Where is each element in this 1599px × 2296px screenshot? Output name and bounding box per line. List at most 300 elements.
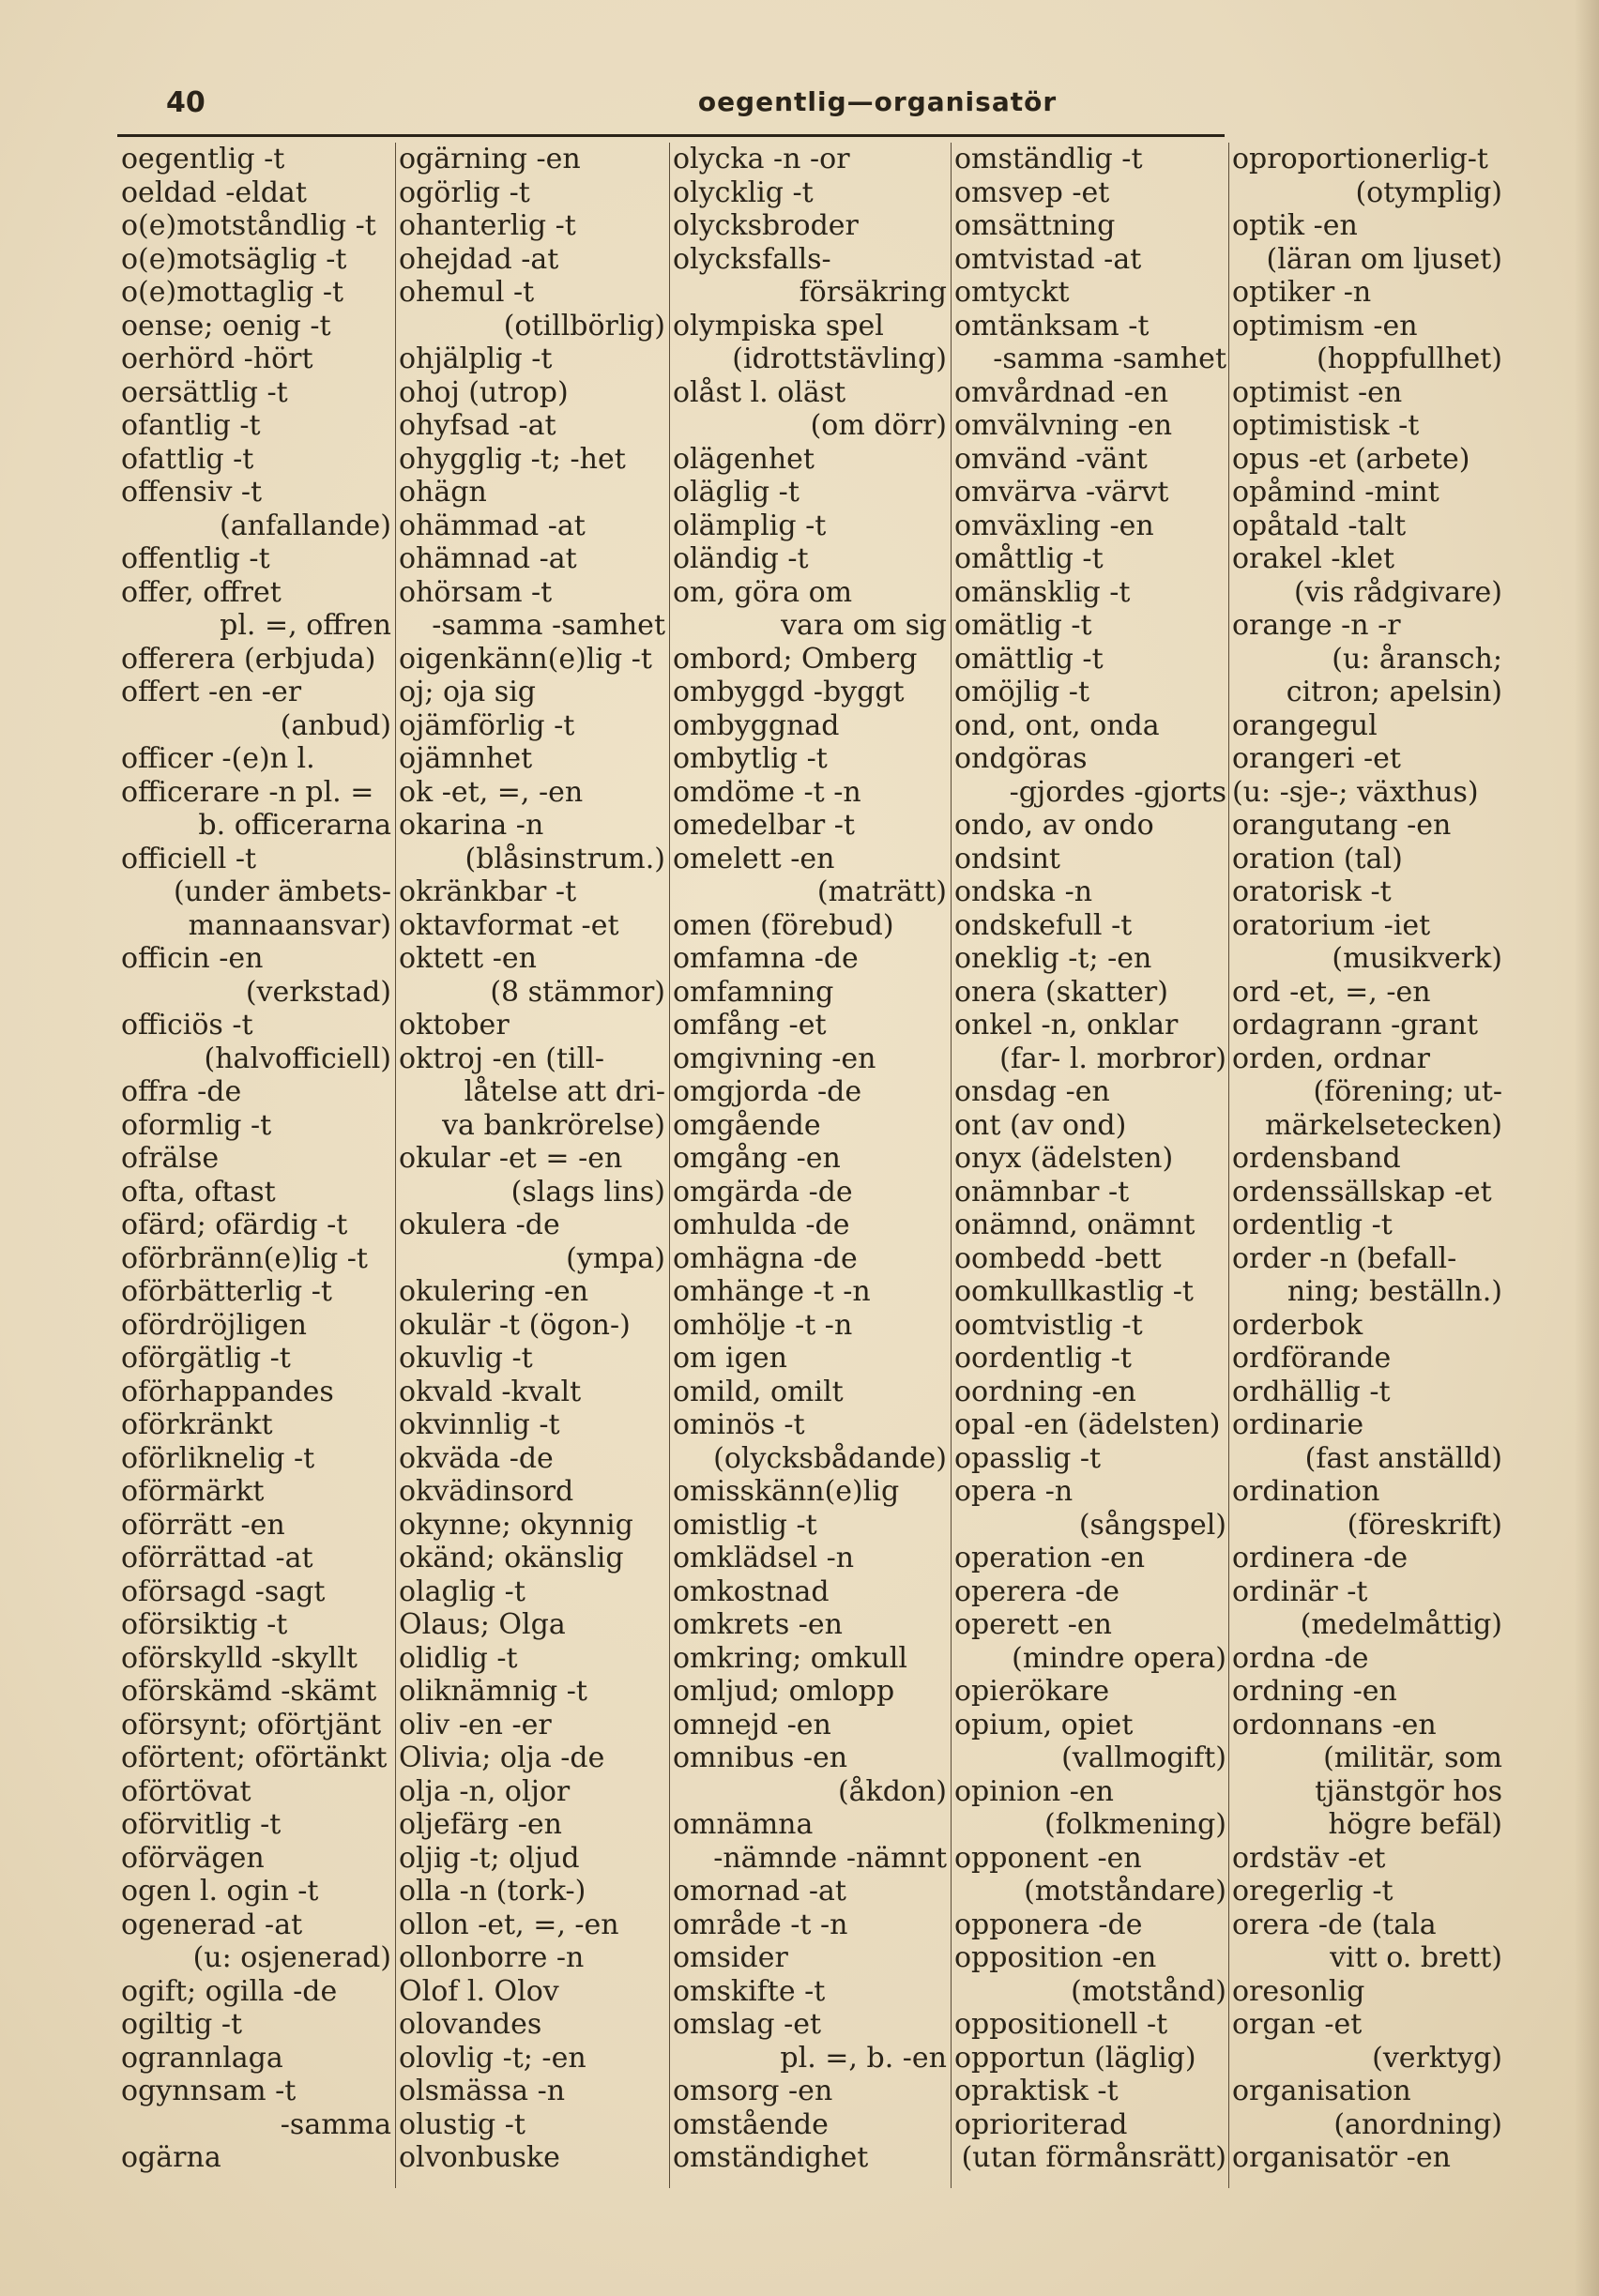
dictionary-entry: offerera (erbjuda) <box>121 642 376 676</box>
dictionary-entry: olåst l. oläst <box>673 375 846 409</box>
dictionary-entry: (läran om ljuset) <box>1266 242 1502 276</box>
dictionary-entry: oförbätterlig -t <box>121 1275 332 1308</box>
page-edge-shadow <box>1575 0 1599 2296</box>
dictionary-entry: (maträtt) <box>816 875 947 908</box>
dictionary-entry: omsvep -et <box>954 175 1110 209</box>
dictionary-entry: ordagrann -grant <box>1232 1009 1479 1042</box>
dictionary-entry: ordna -de <box>1232 1641 1369 1675</box>
dictionary-entry: oktett -en <box>399 942 537 975</box>
dictionary-entry: omskifte -t <box>673 1974 826 2008</box>
dictionary-entry: oläglig -t <box>673 476 800 509</box>
dictionary-entry: oförrätt -en <box>121 1508 285 1542</box>
dictionary-entry: (förening; ut- <box>1313 1075 1502 1108</box>
dictionary-entry: ombyggnad <box>673 708 840 742</box>
dictionary-entry: oordentlig -t <box>954 1342 1132 1375</box>
dictionary-entry: operett -en <box>954 1608 1112 1641</box>
column-2 <box>399 143 665 2188</box>
dictionary-entry: omfamna -de <box>673 942 859 975</box>
dictionary-entry: (blåsinstrum.) <box>464 842 665 875</box>
dictionary-entry: offra -de <box>121 1075 242 1108</box>
dictionary-entry: olaglig -t <box>399 1574 525 1608</box>
dictionary-entry: omvänd -vänt <box>954 442 1148 476</box>
dictionary-entry: ogärna <box>121 2141 221 2174</box>
dictionary-entry: oförbränn(e)lig -t <box>121 1241 368 1275</box>
dictionary-entry: orangutang -en <box>1232 809 1452 842</box>
dictionary-entry: omättlig -t <box>954 642 1104 676</box>
dictionary-entry: ohygglig -t; -het <box>399 442 626 476</box>
dictionary-entry: ond, ont, onda <box>954 708 1160 742</box>
dictionary-entry: omgående <box>673 1108 821 1142</box>
dictionary-entry: opium, opiet <box>954 1708 1134 1741</box>
dictionary-entry: ogen l. ogin -t <box>121 1875 319 1908</box>
dictionary-entry: opponera -de <box>954 1908 1143 1941</box>
dictionary-entry: oktavformat -et <box>399 908 619 942</box>
dictionary-entry: tjänstgör hos <box>1315 1774 1502 1808</box>
dictionary-entry: oförskämd -skämt <box>121 1675 377 1708</box>
dictionary-entry: oprioriterad <box>954 2107 1128 2141</box>
dictionary-entry: omvårdnad -en <box>954 375 1169 409</box>
dictionary-entry: oproportionerlig-t <box>1232 143 1488 175</box>
dictionary-entry: onämnd, onämnt <box>954 1209 1195 1241</box>
dictionary-entry: ollon -et, =, -en <box>399 1908 619 1941</box>
header-rule <box>117 134 1225 137</box>
dictionary-entry: omisskänn(e)lig <box>673 1475 900 1508</box>
word-columns <box>117 143 1504 2188</box>
dictionary-entry: vitt o. brett) <box>1330 1941 1502 1974</box>
dictionary-entry: o(e)motsäglig -t <box>121 242 347 276</box>
dictionary-entry: (under ämbets- <box>173 875 391 908</box>
dictionary-entry: omsättning <box>954 209 1116 242</box>
dictionary-entry: optik -en <box>1232 209 1358 242</box>
dictionary-entry: oeldad -eldat <box>121 175 307 209</box>
dictionary-entry: (åkdon) <box>837 1774 947 1808</box>
dictionary-entry: offentlig -t <box>121 542 270 575</box>
dictionary-entry: (anordning) <box>1333 2107 1502 2141</box>
dictionary-entry: ombord; Omberg <box>673 642 918 676</box>
dictionary-entry: oersättlig -t <box>121 375 288 409</box>
dictionary-entry: olidlig -t <box>399 1641 518 1675</box>
dictionary-entry: ogärning -en <box>399 143 581 175</box>
dictionary-entry: ordination <box>1232 1475 1380 1508</box>
dictionary-entry: ombyggd -byggt <box>673 676 905 708</box>
dictionary-entry: (u: åransch; <box>1332 642 1502 676</box>
dictionary-entry: offer, offret <box>121 575 282 609</box>
dictionary-entry: olovlig -t; -en <box>399 2041 586 2075</box>
dictionary-entry: omnämna <box>673 1808 814 1841</box>
dictionary-entry: (folkmening) <box>1044 1808 1226 1841</box>
dictionary-entry: olla -n (tork-) <box>399 1875 586 1908</box>
dictionary-entry: okarina -n <box>399 809 544 842</box>
page-number: 40 <box>166 86 206 119</box>
dictionary-entry: omvälvning -en <box>954 409 1173 442</box>
dictionary-entry: b. officerarna <box>198 809 391 842</box>
dictionary-entry: ordonnans -en <box>1232 1708 1437 1741</box>
dictionary-entry: opåtald -talt <box>1232 509 1407 542</box>
dictionary-entry: (ympa) <box>566 1241 665 1275</box>
dictionary-entry: oktober <box>399 1009 510 1042</box>
dictionary-entry: ogiltig -t <box>121 2008 243 2041</box>
dictionary-entry: ohämnad -at <box>399 542 577 575</box>
dictionary-entry: ondo, av ondo <box>954 809 1154 842</box>
dictionary-entry: opportun (läglig) <box>954 2041 1196 2075</box>
dictionary-entry: (hoppfullhet) <box>1317 342 1502 375</box>
dictionary-entry: omsider <box>673 1941 788 1974</box>
dictionary-entry: okulering -en <box>399 1275 589 1308</box>
dictionary-entry: omslag -et <box>673 2008 822 2041</box>
dictionary-entry: ogrannlaga <box>121 2041 283 2075</box>
dictionary-entry: olycka -n -or <box>673 143 850 175</box>
dictionary-entry: oomkullkastlig -t <box>954 1275 1194 1308</box>
dictionary-entry: ordensband <box>1232 1142 1401 1175</box>
dictionary-entry: låtelse att dri- <box>464 1075 665 1108</box>
dictionary-entry: omätlig -t <box>954 609 1092 642</box>
dictionary-entry: omfång -et <box>673 1009 827 1042</box>
dictionary-entry: (u: -sje-; växthus) <box>1232 775 1479 809</box>
dictionary-entry: orderbok <box>1232 1308 1363 1342</box>
dictionary-entry: opåmind -mint <box>1232 476 1439 509</box>
dictionary-entry: oerhörd -hört <box>121 342 313 375</box>
dictionary-entry: okular -et = -en <box>399 1142 623 1175</box>
dictionary-entry: optimist -en <box>1232 375 1403 409</box>
dictionary-entry: (sångspel) <box>1078 1508 1226 1542</box>
dictionary-entry: oration (tal) <box>1232 842 1403 875</box>
dictionary-entry: ordning -en <box>1232 1675 1397 1708</box>
dictionary-entry: (far- l. morbror) <box>999 1042 1226 1075</box>
dictionary-entry: officin -en <box>121 942 264 975</box>
column-3 <box>673 143 947 2188</box>
dictionary-entry: o(e)mottaglig -t <box>121 276 344 309</box>
dictionary-entry: (om dörr) <box>810 409 947 442</box>
dictionary-entry: officerare -n pl. = <box>121 775 374 809</box>
dictionary-entry: oljefärg -en <box>399 1808 562 1841</box>
dictionary-entry: orera -de (tala <box>1232 1908 1437 1941</box>
dictionary-entry: (anfallande) <box>220 509 391 542</box>
dictionary-entry: oförhappandes <box>121 1375 334 1408</box>
dictionary-entry: oförkränkt <box>121 1408 273 1441</box>
dictionary-entry: ning; beställn.) <box>1287 1275 1502 1308</box>
dictionary-entry: märkelsetecken) <box>1265 1108 1502 1142</box>
dictionary-entry: vara om sig <box>781 609 947 642</box>
dictionary-entry: okynne; okynnig <box>399 1508 633 1542</box>
dictionary-entry: omkrets -en <box>673 1608 843 1641</box>
dictionary-entry: operation -en <box>954 1542 1146 1574</box>
dictionary-entry: ofta, oftast <box>121 1175 276 1209</box>
dictionary-entry: opasslig -t <box>954 1441 1102 1475</box>
dictionary-entry: omgärda -de <box>673 1175 853 1209</box>
dictionary-entry: omistlig -t <box>673 1508 817 1542</box>
dictionary-entry: ogenerad -at <box>121 1908 303 1941</box>
dictionary-entry: oförsynt; oförtjänt <box>121 1708 382 1741</box>
dictionary-entry: ondskefull -t <box>954 908 1133 942</box>
dictionary-entry: (otymplig) <box>1355 175 1502 209</box>
dictionary-entry: opal -en (ädelsten) <box>954 1408 1221 1441</box>
dictionary-entry: okvädinsord <box>399 1475 574 1508</box>
dictionary-entry: -nämnde -nämnt <box>713 1841 947 1875</box>
dictionary-entry: orange -n -r <box>1232 609 1401 642</box>
dictionary-entry: omåttlig -t <box>954 542 1104 575</box>
dictionary-entry: -samma <box>280 2107 391 2141</box>
dictionary-entry: omedelbar -t <box>673 809 855 842</box>
dictionary-entry: olja -n, oljor <box>399 1774 571 1808</box>
dictionary-entry: omnejd -en <box>673 1708 831 1741</box>
dictionary-entry: omständighet <box>673 2141 869 2174</box>
dictionary-entry: -samma -samhet <box>993 342 1226 375</box>
dictionary-entry: ollonborre -n <box>399 1941 585 1974</box>
dictionary-entry: (verktyg) <box>1372 2041 1502 2075</box>
dictionary-entry: onkel -n, onklar <box>954 1009 1179 1042</box>
dictionary-entry: onsdag -en <box>954 1075 1110 1108</box>
dictionary-entry: olycklig -t <box>673 175 814 209</box>
dictionary-entry: omhägna -de <box>673 1241 858 1275</box>
dictionary-entry: oregerlig -t <box>1232 1875 1393 1908</box>
dictionary-entry: (8 stämmor) <box>490 975 665 1009</box>
dictionary-entry: omtyckt <box>954 276 1070 309</box>
dictionary-entry: omklädsel -n <box>673 1542 855 1574</box>
dictionary-entry: (utan förmånsrätt) <box>961 2141 1226 2174</box>
dictionary-entry: optimistisk -t <box>1232 409 1420 442</box>
dictionary-entry: oratorium -iet <box>1232 908 1431 942</box>
dictionary-entry: offensiv -t <box>121 476 263 509</box>
dictionary-entry: (musikverk) <box>1332 942 1502 975</box>
dictionary-entry: -samma -samhet <box>432 609 665 642</box>
dictionary-entry: Olivia; olja -de <box>399 1741 605 1774</box>
dictionary-entry: organ -et <box>1232 2008 1363 2041</box>
dictionary-entry: (motstånd) <box>1071 1974 1226 2008</box>
dictionary-entry: olägenhet <box>673 442 815 476</box>
dictionary-entry: mannaansvar) <box>188 908 391 942</box>
dictionary-entry: citron; apelsin) <box>1286 676 1502 708</box>
dictionary-entry: officer -(e)n l. <box>121 742 315 775</box>
dictionary-entry: okvald -kvalt <box>399 1375 582 1408</box>
dictionary-entry: oförtövat <box>121 1774 251 1808</box>
dictionary-entry: optiker -n <box>1232 276 1372 309</box>
dictionary-entry: omgång -en <box>673 1142 841 1175</box>
dictionary-entry: oförvitlig -t <box>121 1808 282 1841</box>
dictionary-entry: ordenssällskap -et <box>1232 1175 1492 1209</box>
dictionary-entry: orangeri -et <box>1232 742 1401 775</box>
dictionary-entry: ordinarie <box>1232 1408 1364 1441</box>
dictionary-entry: oformlig -t <box>121 1108 272 1142</box>
dictionary-entry: opraktisk -t <box>954 2075 1119 2107</box>
dictionary-entry: ogift; ogilla -de <box>121 1974 338 2008</box>
dictionary-entry: ohemul -t <box>399 276 535 309</box>
dictionary-entry: oförsagd -sagt <box>121 1574 326 1608</box>
dictionary-entry: (anbud) <box>280 708 391 742</box>
dictionary-entry: oppositionell -t <box>954 2008 1168 2041</box>
dictionary-entry: omkring; omkull <box>673 1641 907 1675</box>
dictionary-entry: högre befäl) <box>1328 1808 1502 1841</box>
dictionary-entry: omhölje -t -n <box>673 1308 853 1342</box>
dictionary-entry: omtvistad -at <box>954 242 1142 276</box>
dictionary-entry: omnibus -en <box>673 1741 848 1774</box>
dictionary-entry: onyx (ädelsten) <box>954 1142 1174 1175</box>
dictionary-entry: omväxling -en <box>954 509 1154 542</box>
dictionary-entry: ofantlig -t <box>121 409 261 442</box>
dictionary-entry: (föreskrift) <box>1347 1508 1502 1542</box>
dictionary-entry: område -t -n <box>673 1908 848 1941</box>
dictionary-entry: oigenkänn(e)lig -t <box>399 642 652 676</box>
dictionary-entry: ohejdad -at <box>399 242 559 276</box>
dictionary-entry: ordinera -de <box>1232 1542 1409 1574</box>
dictionary-entry: olycksfalls- <box>673 242 831 276</box>
dictionary-entry: oljig -t; oljud <box>399 1841 580 1875</box>
dictionary-entry: ohyfsad -at <box>399 409 556 442</box>
running-head: oegentlig—organisatör <box>697 86 1058 117</box>
dictionary-entry: försäkring <box>799 276 947 309</box>
dictionary-entry: Olaus; Olga <box>399 1608 566 1641</box>
dictionary-entry: orden, ordnar <box>1232 1042 1430 1075</box>
dictionary-entry: ofördröjligen <box>121 1308 307 1342</box>
dictionary-entry: optimism -en <box>1232 309 1418 342</box>
dictionary-entry: (idrottstävling) <box>732 342 947 375</box>
dictionary-entry: ojämförlig -t <box>399 708 575 742</box>
dictionary-entry: ord -et, =, -en <box>1232 975 1431 1009</box>
dictionary-entry: pl. =, b. -en <box>780 2041 947 2075</box>
dictionary-entry: o(e)motståndlig -t <box>121 209 376 242</box>
dictionary-entry: ogynnsam -t <box>121 2075 297 2107</box>
column-1 <box>121 143 391 2188</box>
dictionary-entry: orakel -klet <box>1232 542 1395 575</box>
dictionary-entry: om igen <box>673 1342 787 1375</box>
dictionary-entry: oense; oenig -t <box>121 309 331 342</box>
dictionary-entry: oktroj -en (till- <box>399 1042 604 1075</box>
dictionary-entry: okränkbar -t <box>399 875 577 908</box>
dictionary-entry: ok -et, =, -en <box>399 775 584 809</box>
dictionary-entry: ominös -t <box>673 1408 805 1441</box>
column-5 <box>1232 143 1502 2188</box>
dictionary-entry: oliv -en -er <box>399 1708 552 1741</box>
dictionary-entry: ohoj (utrop) <box>399 375 569 409</box>
dictionary-entry: omtänksam -t <box>954 309 1150 342</box>
dictionary-entry: oegentlig -t <box>121 143 285 175</box>
dictionary-entry: opus -et (arbete) <box>1232 442 1470 476</box>
dictionary-entry: ohämmad -at <box>399 509 586 542</box>
dictionary-entry: (mindre opera) <box>1012 1641 1226 1675</box>
dictionary-entry: okulera -de <box>399 1209 560 1241</box>
dictionary-entry: (halvofficiell) <box>204 1042 391 1075</box>
dictionary-entry: opponent -en <box>954 1841 1142 1875</box>
dictionary-entry: oförskylld -skyllt <box>121 1641 358 1675</box>
dictionary-entry: (militär, som <box>1323 1741 1502 1774</box>
page-header <box>117 81 1487 133</box>
dictionary-entry: oförsiktig -t <box>121 1608 288 1641</box>
dictionary-entry: orangegul <box>1232 708 1378 742</box>
dictionary-entry: onera (skatter) <box>954 975 1168 1009</box>
dictionary-entry: (u: osjenerad) <box>192 1941 391 1974</box>
dictionary-entry: okänd; okänslig <box>399 1542 624 1574</box>
dictionary-entry: ofärd; ofärdig -t <box>121 1209 348 1241</box>
dictionary-entry: organisatör -en <box>1232 2141 1451 2174</box>
dictionary-entry: olympiska spel <box>673 309 884 342</box>
dictionary-entry: ondska -n <box>954 875 1093 908</box>
dictionary-entry: offert -en -er <box>121 676 302 708</box>
dictionary-entry: onämnbar -t <box>954 1175 1130 1209</box>
dictionary-entry: omornad -at <box>673 1875 846 1908</box>
dictionary-entry: ohörsam -t <box>399 575 553 609</box>
dictionary-entry: ogörlig -t <box>399 175 530 209</box>
dictionary-entry: oförmärkt <box>121 1475 265 1508</box>
dictionary-entry: omstående <box>673 2107 829 2141</box>
dictionary-entry: oneklig -t; -en <box>954 942 1152 975</box>
dictionary-entry: officiös -t <box>121 1009 253 1042</box>
dictionary-entry: ordentlig -t <box>1232 1209 1393 1241</box>
dictionary-entry: omen (förebud) <box>673 908 894 942</box>
dictionary-entry: oomtvistlig -t <box>954 1308 1143 1342</box>
dictionary-entry: ombytlig -t <box>673 742 828 775</box>
dictionary-entry: omljud; omlopp <box>673 1675 895 1708</box>
dictionary-entry: olovandes <box>399 2008 542 2041</box>
dictionary-entry: ondgöras <box>954 742 1088 775</box>
dictionary-entry: omild, omilt <box>673 1375 844 1408</box>
dictionary-entry: okuvlig -t <box>399 1342 533 1375</box>
dictionary-entry: omsorg -en <box>673 2075 833 2107</box>
dictionary-entry: om, göra om <box>673 575 853 609</box>
dictionary-entry: officiell -t <box>121 842 257 875</box>
dictionary-entry: (verkstad) <box>245 975 391 1009</box>
dictionary-entry: oförrättad -at <box>121 1542 313 1574</box>
dictionary-entry: ordstäv -et <box>1232 1841 1386 1875</box>
dictionary-entry: oratorisk -t <box>1232 875 1392 908</box>
dictionary-entry: opposition -en <box>954 1941 1157 1974</box>
column-divider <box>395 143 396 2188</box>
dictionary-entry: okvinnlig -t <box>399 1408 560 1441</box>
dictionary-entry: omöjlig -t <box>954 676 1089 708</box>
dictionary-entry: ofrälse <box>121 1142 220 1175</box>
dictionary-entry: opera -n <box>954 1475 1074 1508</box>
column-divider <box>669 143 670 2188</box>
dictionary-entry: (motståndare) <box>1024 1875 1226 1908</box>
column-divider <box>951 143 952 2188</box>
dictionary-entry: opinion -en <box>954 1774 1114 1808</box>
dictionary-entry: (medelmåttig) <box>1300 1608 1502 1641</box>
dictionary-entry: oombedd -bett <box>954 1241 1162 1275</box>
dictionary-entry: ohjälplig -t <box>399 342 553 375</box>
dictionary-entry: ofattlig -t <box>121 442 254 476</box>
dictionary-entry: ondsint <box>954 842 1060 875</box>
dictionary-entry: oj; oja sig <box>399 676 536 708</box>
dictionary-entry: omdöme -t -n <box>673 775 861 809</box>
dictionary-entry: (vis rådgivare) <box>1293 575 1502 609</box>
dictionary-entry: operera -de <box>954 1574 1119 1608</box>
dictionary-entry: olvonbuske <box>399 2141 560 2174</box>
dictionary-entry: Olof l. Olov <box>399 1974 559 2008</box>
dictionary-entry: organisation <box>1232 2075 1411 2107</box>
dictionary-entry: ohägn <box>399 476 487 509</box>
dictionary-entry: (fast anställd) <box>1304 1441 1502 1475</box>
dictionary-entry: ordförande <box>1232 1342 1392 1375</box>
column-4 <box>954 143 1226 2188</box>
dictionary-entry: omgivning -en <box>673 1042 876 1075</box>
dictionary-entry: oresonlig <box>1232 1974 1365 2008</box>
dictionary-entry: omfamning <box>673 975 834 1009</box>
dictionary-entry: ont (av ond) <box>954 1108 1127 1142</box>
dictionary-entry: olsmässa -n <box>399 2075 566 2107</box>
dictionary-entry: oförgätlig -t <box>121 1342 291 1375</box>
dictionary-entry: (otillbörlig) <box>503 309 665 342</box>
dictionary-entry: opierökare <box>954 1675 1110 1708</box>
column-divider <box>1228 143 1229 2188</box>
dictionary-entry: omhänge -t -n <box>673 1275 871 1308</box>
dictionary-entry: omgjorda -de <box>673 1075 862 1108</box>
dictionary-entry: omänsklig -t <box>954 575 1131 609</box>
dictionary-entry: oförtent; oförtänkt <box>121 1741 388 1774</box>
dictionary-entry: okulär -t (ögon-) <box>399 1308 631 1342</box>
dictionary-entry: ordhällig -t <box>1232 1375 1391 1408</box>
dictionary-entry: (olycksbådande) <box>713 1441 947 1475</box>
dictionary-entry: -gjordes -gjorts <box>1009 775 1226 809</box>
dictionary-entry: ohanterlig -t <box>399 209 576 242</box>
dictionary-entry: oordning -en <box>954 1375 1136 1408</box>
